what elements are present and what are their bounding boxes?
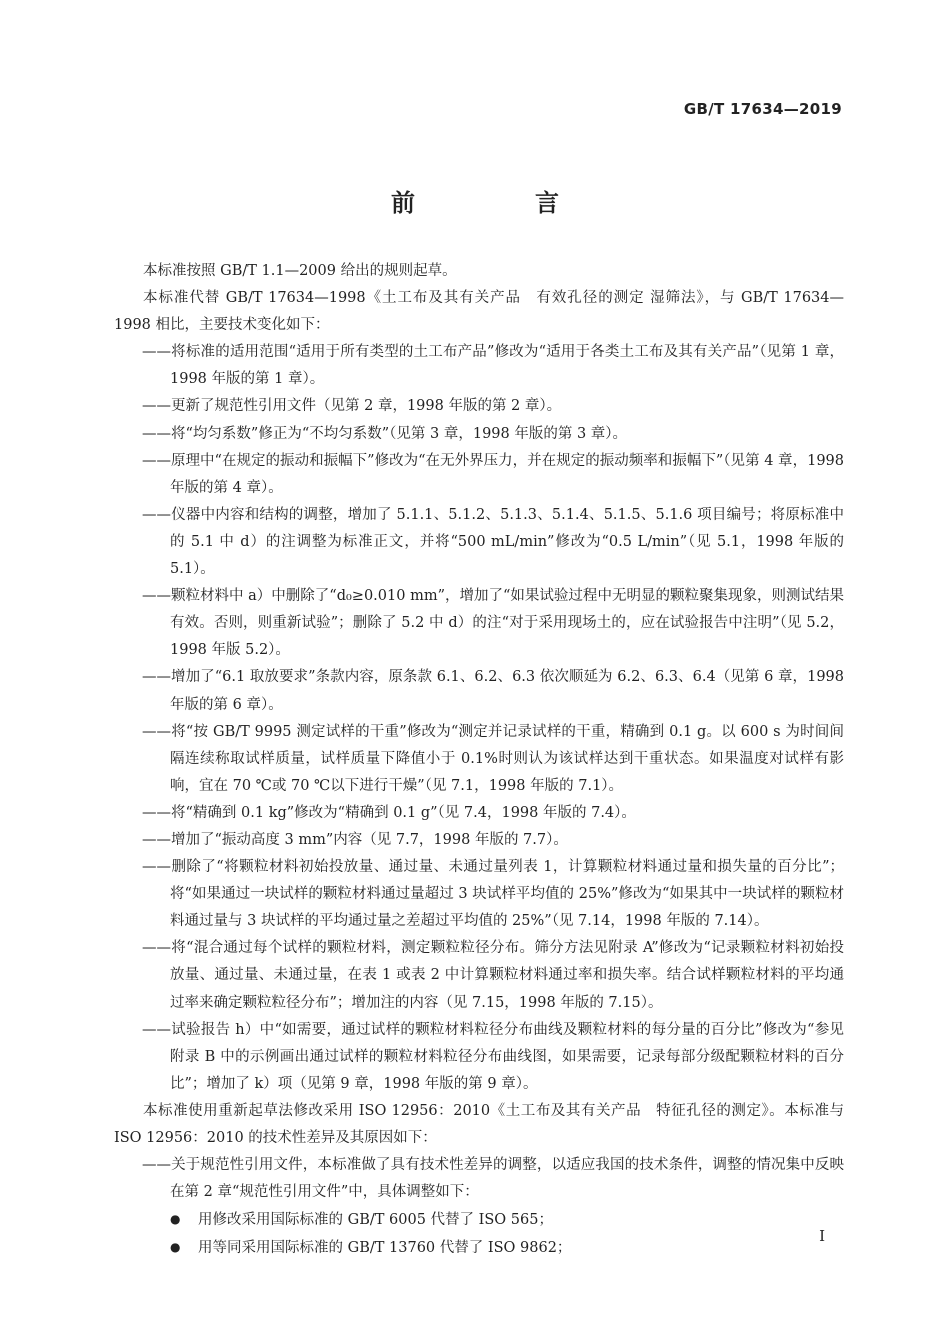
document-body [114,258,844,1262]
paragraph-replacement: 本标准代替 GB/T 17634—1998《土工布及其有关产品 有效孔径的测定 湿筛法》，与 GB/T 17634—1998 相比，主要技术变化如下： [114,290,844,334]
bullet-item [114,1234,844,1262]
list-item: ——将“均匀系数”修正为“不均匀系数”（见第 3 章，1998 年版的第 3 章）。 [142,425,628,442]
bullet-text: 用修改采用国际标准的 GB/T 6005 代替了 ISO 565； [198,1212,553,1229]
list-item: ——将“精确到 0.1 kg”修改为“精确到 0.1 g”（见 7.4，1998 年版的 7.4）。 [142,804,636,821]
paragraph-adoption: 本标准使用重新起草法修改采用 ISO 12956：2010《土工布及其有关产品 特征孔径的测定》。本标准与 ISO 12956：2010 的技术性差异及其原因如下： [114,1102,844,1146]
bullet-item [114,1206,844,1234]
paragraph-drafting-rules: 本标准按照 GB/T 1.1—2009 给出的规则起草。 [143,263,457,279]
bullet-icon: ● [170,1212,181,1227]
list-item: ——更新了规范性引用文件（见第 2 章，1998 年版的第 2 章）。 [142,398,562,415]
bullet-icon: ● [170,1240,181,1255]
list-item: ——试验报告 h）中“如需要，通过试样的颗粒材料粒径分布曲线及颗粒材料的每分量的百分比”修改为“参见附录 B 中的示例画出通过试样的颗粒材料粒径分布曲线图，如果需要，记录每部分级配颗粒材料的百分比”；增加了 k）项（见第 9 章，1998 年版的第 9 章）。 [142,1021,844,1092]
standard-code: GB/T 17634—2019 [683,100,842,118]
list-item: ——原理中“在规定的振动和振幅下”修改为“在无外界压力，并在规定的振动频率和振幅下”（见第 4 章，1998 年版的第 4 章）。 [142,452,844,496]
list-item: ——删除了“将颗粒材料初始投放量、通过量、未通过量列表 1，计算颗粒材料通过量和损失量的百分比”；将“如果通过一块试样的颗粒材料通过量超过 3 块试样平均值的 25%”修改为“如果其中一块试样的颗粒材料通过量与 3 块试样的平均通过量之差超过平均值的 25%”（见 7.14，1998 年版的 7.14）。 [142,859,844,930]
list-item: ——将“按 GB/T 9995 测定试样的干重”修改为“测定并记录试样的干重，精确到 0.1 g。以 600 s 为时间间隔连续称取试样质量，试样质量下降值小于 0.1%时则认为该试样达到干重状态。如果温度对试样有影响，宜在 70 ℃或 70 ℃以下进行干燥”（见 7.1，1998 年版的 7.1）。 [142,723,844,794]
list-item: ——颗粒材料中 a）中删除了“d₀≥0.010 mm”，增加了“如果试验过程中无明显的颗粒聚集现象，则测试结果有效。否则，则重新试验”；删除了 5.2 中 d）的注“对于采用现场土的，应在试验报告中注明”（见 5.2，1998 年版 5.2）。 [142,588,844,659]
list-item: ——增加了“振动高度 3 mm”内容（见 7.7，1998 年版的 7.7）。 [142,831,568,848]
list-item: ——将“混合通过每个试样的颗粒材料，测定颗粒粒径分布。筛分方法见附录 A”修改为“记录颗粒材料初始投放量、通过量、未通过量，在表 1 或表 2 中计算颗粒材料通过率和损失率。结合试样颗粒材料的平均通过率来确定颗粒粒径分布”；增加注的内容（见 7.15，1998 年版的 7.15）。 [142,940,844,1011]
bullet-text: 用等同采用国际标准的 GB/T 13760 代替了 ISO 9862； [198,1240,572,1257]
list-item: ——关于规范性引用文件，本标准做了具有技术性差异的调整，以适应我国的技术条件，调整的情况集中反映在第 2 章“规范性引用文件”中，具体调整如下： [142,1157,844,1201]
page-title: 前 言 [391,189,607,217]
list-item: ——增加了“6.1 取放要求”条款内容，原条款 6.1、6.2、6.3 依次顺延为 6.2、6.3、6.4（见第 6 章，1998 年版的第 6 章）。 [142,669,844,713]
list-item: ——仪器中内容和结构的调整，增加了 5.1.1、5.1.2、5.1.3、5.1.4、5.1.5、5.1.6 项目编号；将原标准中的 5.1 中 d）的注调整为标准正文，并将“500 mL/min”修改为“0.5 L/min”（见 5.1，1998 年版的 5.1）。 [142,506,844,578]
list-item: ——将标准的适用范围“适用于所有类型的土工布产品”修改为“适用于各类土工布及其有关产品”（见第 1 章，1998 年版的第 1 章）。 [142,344,844,388]
page-number: I [819,1227,825,1245]
